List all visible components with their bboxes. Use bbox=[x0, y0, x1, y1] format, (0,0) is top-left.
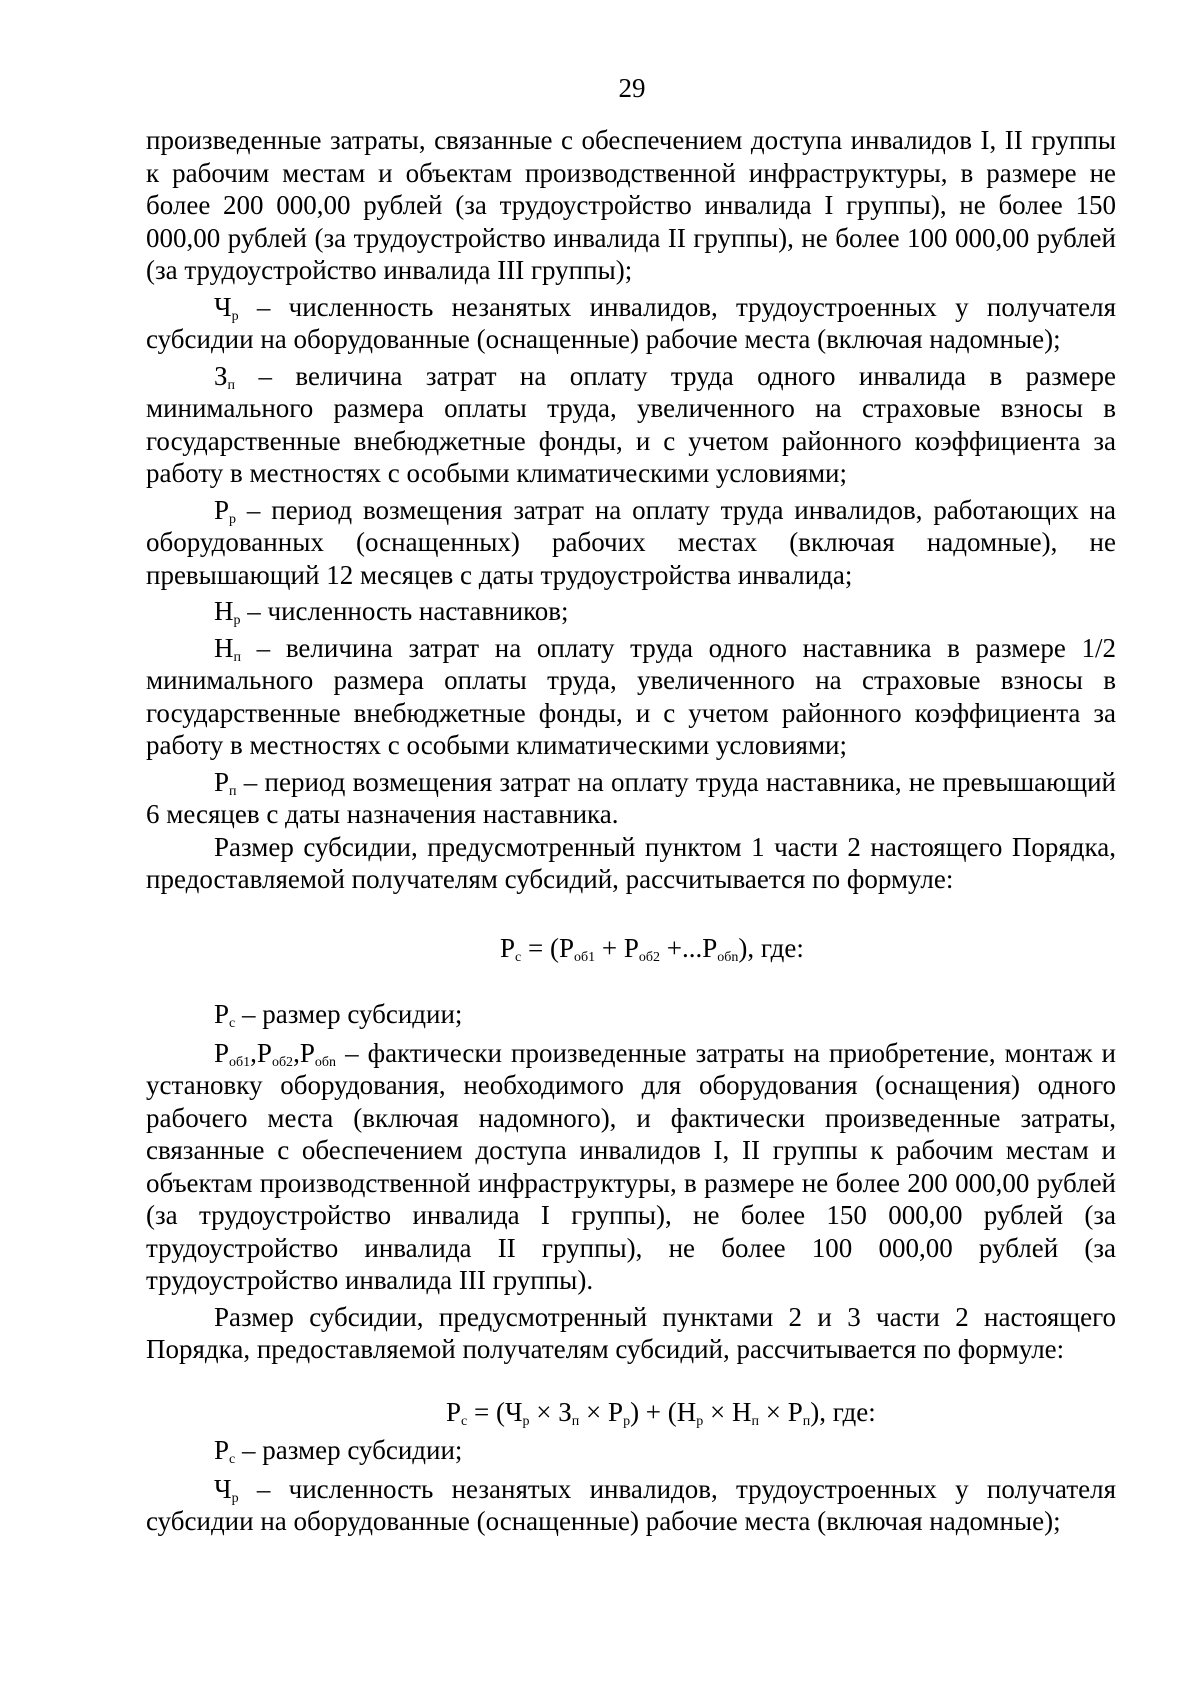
symbol-subscript: с bbox=[229, 1016, 236, 1031]
formula-operator: ) + ( bbox=[630, 1396, 677, 1427]
formula-symbol: Р bbox=[608, 1396, 624, 1427]
definition-rob bbox=[146, 1037, 1116, 1297]
symbol-subscript: обn bbox=[314, 1054, 336, 1070]
symbol-subscript: об1 bbox=[229, 1054, 251, 1070]
definition-zp bbox=[146, 360, 1116, 490]
symbol-subscript: об2 bbox=[271, 1054, 294, 1070]
symbol-separator: , bbox=[250, 1037, 257, 1068]
definition-rs-2 bbox=[146, 1434, 1116, 1467]
formula-operator: + bbox=[595, 932, 624, 963]
definition-nr bbox=[146, 595, 1116, 628]
formula-tail: , где: bbox=[747, 932, 804, 963]
page-number: 29 bbox=[618, 73, 646, 103]
formula-subscript: с bbox=[461, 1413, 468, 1429]
formula-symbol: Р bbox=[446, 1396, 462, 1427]
symbol: Р bbox=[214, 766, 230, 797]
definition-chr bbox=[146, 291, 1116, 356]
formula-subscript: с bbox=[515, 949, 522, 965]
formula-subscript: об1 bbox=[574, 949, 596, 965]
symbol: Н bbox=[214, 596, 234, 626]
symbol-subscript: р bbox=[231, 308, 239, 324]
symbol-subscript: п bbox=[229, 783, 237, 799]
symbol: Р bbox=[256, 1037, 272, 1068]
symbol-subscript: р bbox=[233, 613, 241, 628]
formula-operator: × bbox=[703, 1396, 733, 1427]
formula-operator: × bbox=[529, 1396, 559, 1427]
formula-symbol: Р bbox=[702, 932, 718, 963]
definition-text: – величина затрат на оплату труда одного наставника в размере 1/2 минимального размера оплаты труда, увеличенного на страховые взносы в государственные внебюджетные фонды, и с учетом районного коэффициента за работу в местностях с особыми климатическими условиями; bbox=[146, 632, 1117, 760]
definition-text: – величина затрат на оплату труда одного инвалида в размере минимального размера оплаты труда, увеличенного на страховые взносы в государственные внебюджетные фонды, и с учетом районного коэффициента за работу в местностях с особыми климатическими условиями; bbox=[146, 360, 1117, 488]
formula-symbol: Н bbox=[676, 1396, 697, 1427]
definition-text: – численность незанятых инвалидов, трудоустроенных у получателя субсидии на оборудованные (оснащенные) рабочие места (включая надомные); bbox=[146, 291, 1116, 354]
symbol: Н bbox=[214, 632, 234, 663]
formula-intro-1: Размер субсидии, предусмотренный пунктом 1 части 2 настоящего Порядка, предоставляемой получателям субсидий, рассчитывается по формуле: bbox=[146, 831, 1116, 894]
definition-chr-2 bbox=[146, 1473, 1116, 1538]
symbol-subscript: п bbox=[233, 649, 241, 665]
definition-text: – численность наставников; bbox=[247, 596, 569, 626]
symbol: Ч bbox=[214, 291, 232, 322]
symbol: Р bbox=[214, 1435, 230, 1465]
formula-subscript: п bbox=[751, 1413, 760, 1429]
formula-symbol: Н bbox=[732, 1396, 752, 1427]
symbol: Р bbox=[214, 494, 230, 525]
formula-subsidy-wages bbox=[146, 1396, 1116, 1429]
definition-rp bbox=[146, 766, 1116, 831]
formula-symbol: З bbox=[558, 1396, 572, 1427]
formula-subscript: п bbox=[802, 1413, 811, 1429]
formula-symbol: Р bbox=[500, 932, 516, 963]
symbol-subscript: п bbox=[227, 377, 236, 393]
formula-tail: , где: bbox=[819, 1396, 876, 1427]
formula-subscript: обn bbox=[717, 949, 739, 965]
symbol-subscript: р bbox=[231, 1490, 239, 1506]
formula-subscript: об2 bbox=[638, 949, 661, 965]
formula-operator: ) bbox=[738, 932, 748, 963]
definition-text: – численность незанятых инвалидов, трудоустроенных у получателя субсидии на оборудованные (оснащенные) рабочие места (включая надомные); bbox=[146, 1473, 1116, 1536]
formula-subscript: р bbox=[522, 1413, 530, 1429]
definition-text: – период возмещения затрат на оплату труда наставника, не превышающий 6 месяцев с даты назначения наставника. bbox=[146, 766, 1117, 829]
formula-symbol: Р bbox=[623, 932, 639, 963]
definition-text: – фактически произведенные затраты на приобретение, монтаж и установку оборудования, необходимого для оборудования (оснащения) одного рабочего места (включая надомного), и фактически произведенные затраты, связанные с обеспечением доступа инвалидов I, II группы к рабочим местам и объектам производственной инфраструктуры, в размере не более 200 000,00 рублей (за трудоустройство инвалида I группы), не более 150 000,00 рублей (за трудоустройство инвалида II группы), не более 100 000,00 рублей (за трудоустройство инвалида III группы). bbox=[146, 1037, 1117, 1295]
definition-text: – период возмещения затрат на оплату труда инвалидов, работающих на оборудованных (оснащенных) рабочих местах (включая надомные), не превышающий 12 месяцев с даты трудоустройства инвалида; bbox=[146, 494, 1116, 590]
symbol: Р bbox=[214, 999, 230, 1029]
symbol-subscript: р bbox=[229, 511, 237, 527]
definition-text: – размер субсидии; bbox=[242, 999, 463, 1029]
formula-operator: × bbox=[759, 1396, 788, 1427]
symbol: Ч bbox=[214, 1473, 232, 1504]
definition-rs-1 bbox=[146, 998, 1116, 1031]
symbol-separator: , bbox=[293, 1037, 300, 1068]
definition-rr bbox=[146, 494, 1116, 592]
formula-subscript: р bbox=[696, 1413, 704, 1429]
paragraph-continuation: произведенные затраты, связанные с обеспечением доступа инвалидов I, II группы к рабочим местам и объектам производственной инфраструктуры, в размере не более 200 000,00 рублей (за трудоустройство инвалида I группы), не более 150 000,00 рублей (за трудоустройство инвалида II группы), не более 100 000,00 рублей (за трудоустройство инвалида III группы); bbox=[146, 125, 1116, 285]
formula-symbol: Ч bbox=[504, 1396, 523, 1427]
formula-subscript: р bbox=[623, 1413, 631, 1429]
symbol: З bbox=[214, 360, 228, 391]
symbol: Р bbox=[214, 1037, 230, 1068]
document-body bbox=[146, 124, 1116, 1538]
definition-text: – размер субсидии; bbox=[242, 1435, 463, 1465]
formula-symbol: Р bbox=[558, 932, 574, 963]
formula-intro-2: Размер субсидии, предусмотренный пунктами 2 и 3 части 2 настоящего Порядка, предоставляемой получателям субсидий, рассчитывается по формуле: bbox=[146, 1301, 1116, 1364]
formula-operator: = ( bbox=[521, 932, 559, 963]
symbol-subscript: с bbox=[229, 1452, 236, 1467]
formula-operator: × bbox=[579, 1396, 609, 1427]
formula-operator: = ( bbox=[467, 1396, 505, 1427]
symbol: Р bbox=[299, 1037, 315, 1068]
formula-subsidy-equipment bbox=[146, 932, 1116, 965]
formula-operator: +... bbox=[660, 932, 703, 963]
definition-np bbox=[146, 632, 1116, 762]
formula-subscript: п bbox=[571, 1413, 580, 1429]
formula-symbol: Р bbox=[787, 1396, 803, 1427]
formula-operator: ) bbox=[810, 1396, 820, 1427]
